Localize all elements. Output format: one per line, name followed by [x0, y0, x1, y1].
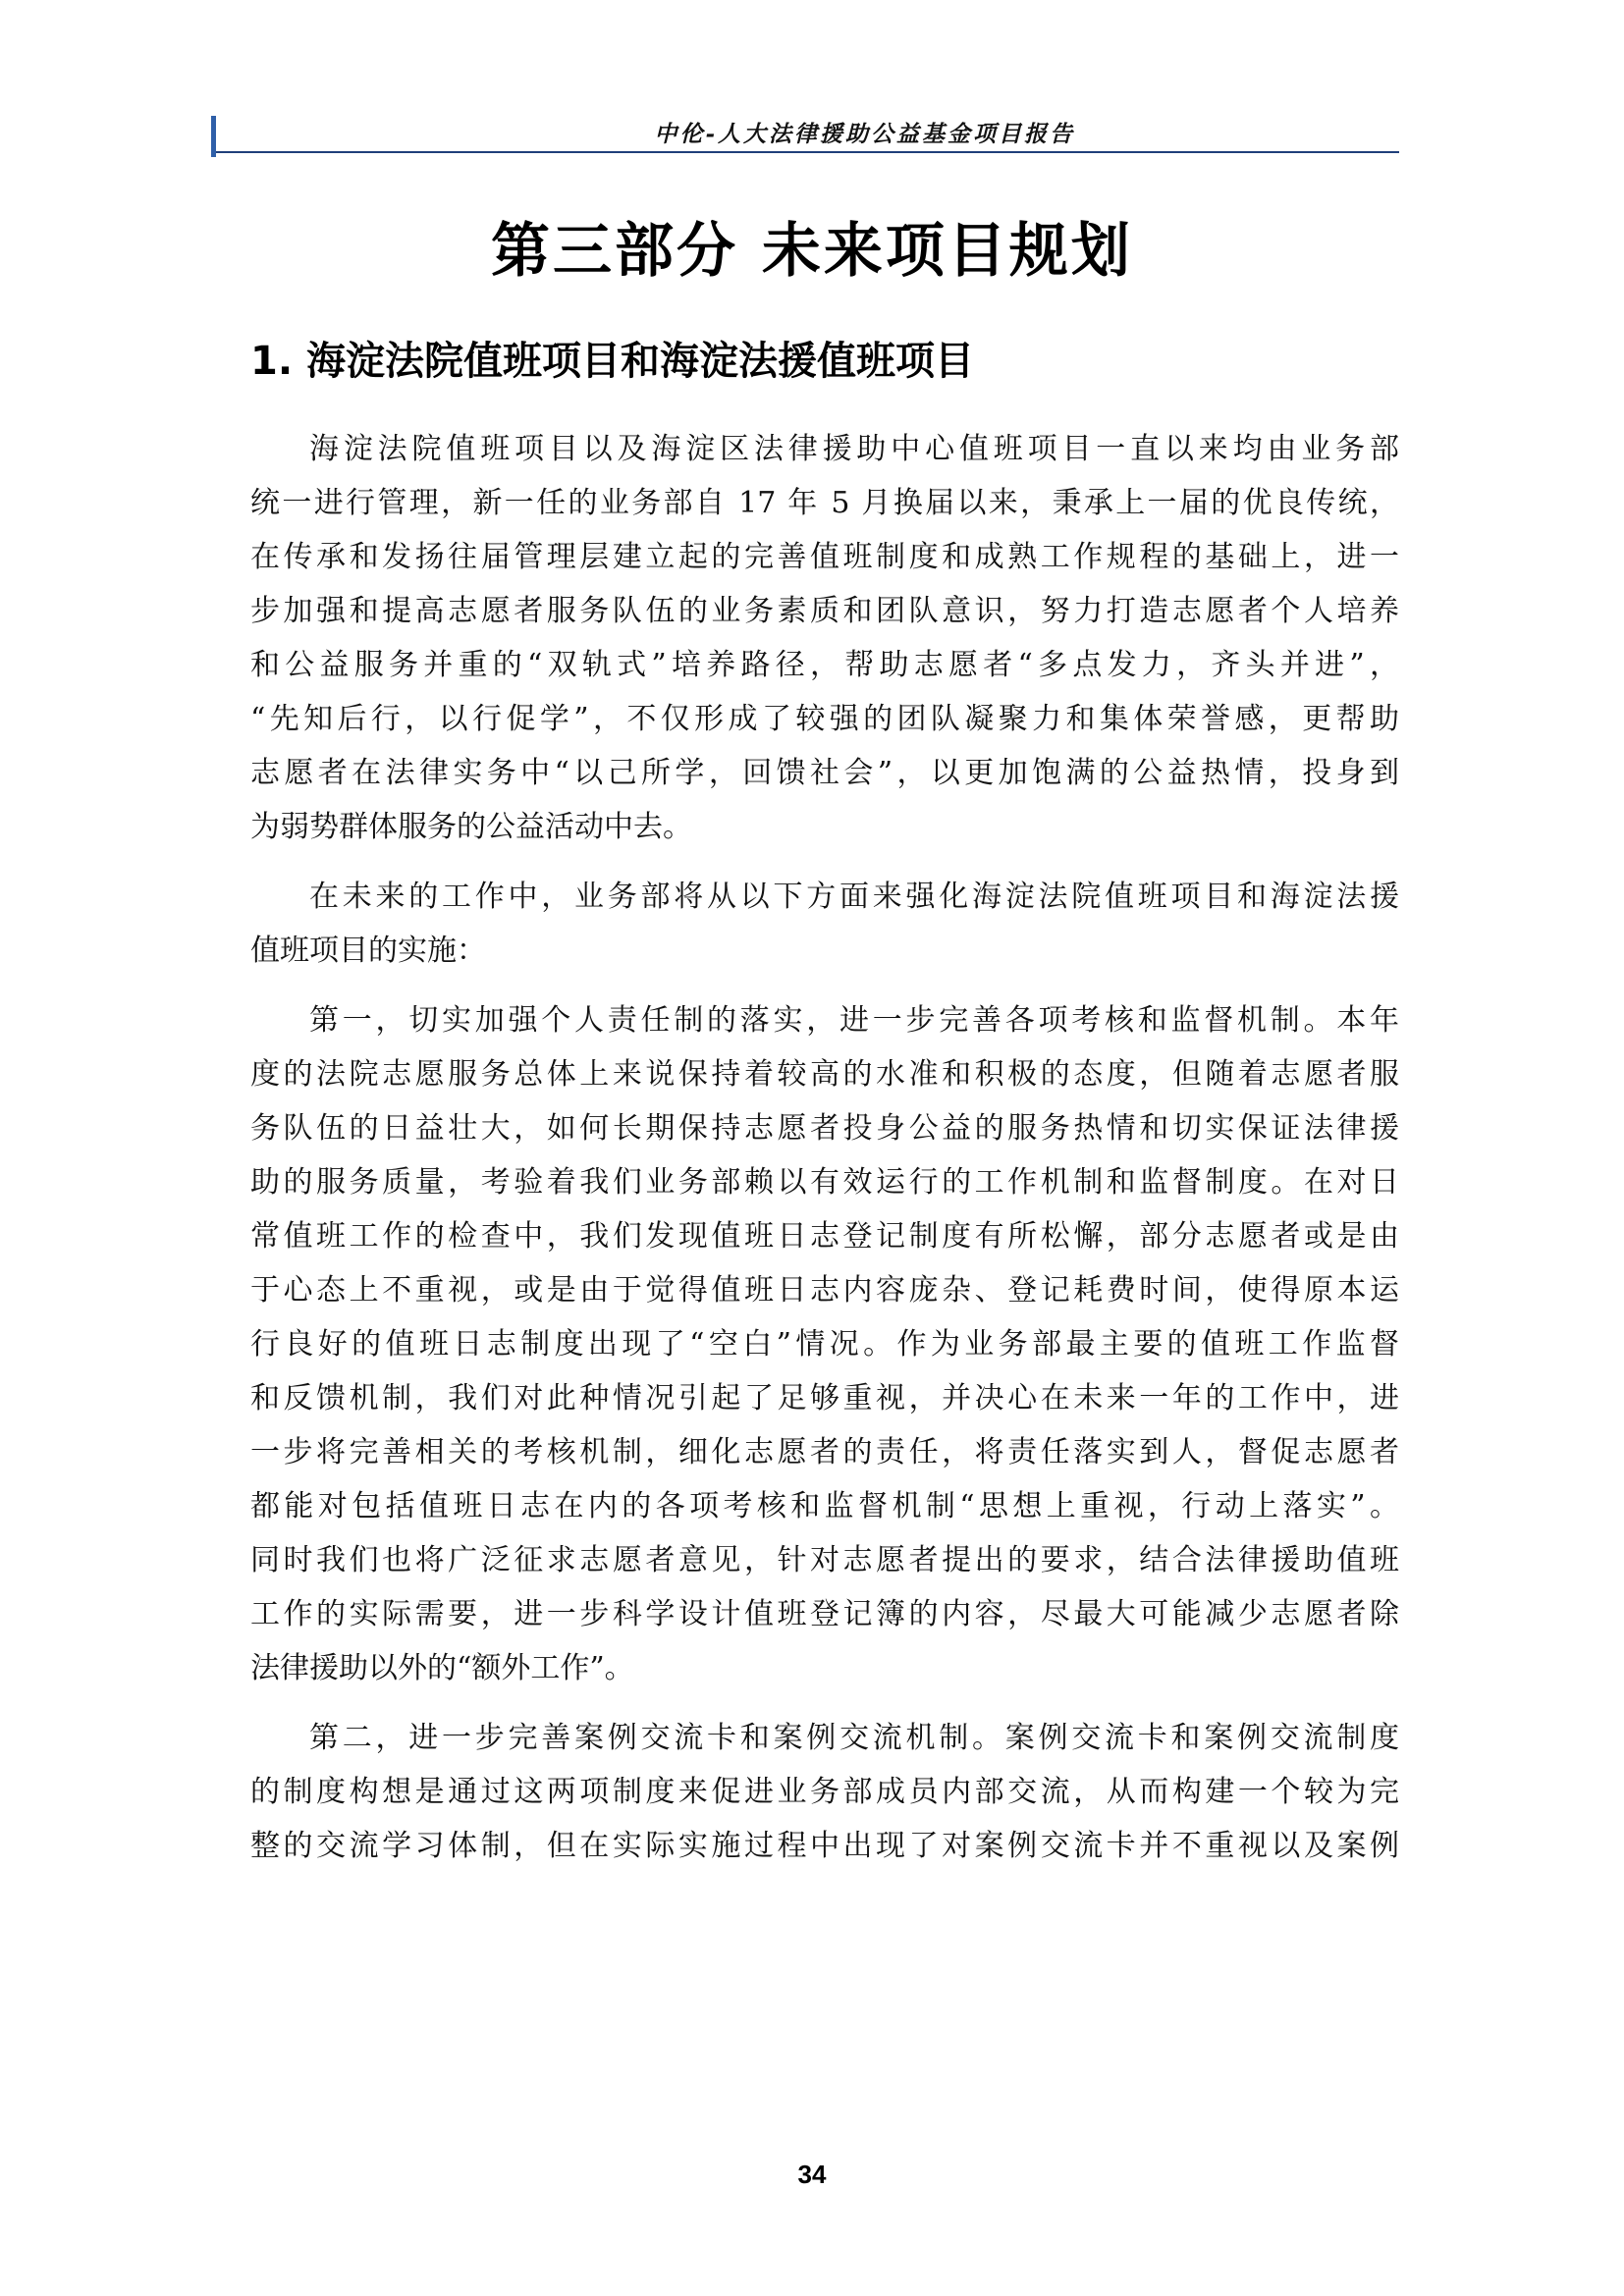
section-heading: 1. 海淀法院值班项目和海淀法援值班项目: [250, 339, 974, 384]
text-line: 行良好的值班日志制度出现了“空白”情况。作为业务部最主要的值班工作监督: [250, 1327, 1399, 1362]
text-line: 常值班工作的检查中，我们发现值班日志登记制度有所松懈，部分志愿者或是由: [250, 1219, 1399, 1254]
text-line: 在未来的工作中，业务部将从以下方面来强化海淀法院值班项目和海淀法援: [309, 880, 1399, 914]
paragraph-1: [250, 422, 1399, 854]
text-line: 的制度构想是通过这两项制度来促进业务部成员内部交流，从而构建一个较为完: [250, 1775, 1399, 1809]
text-line: 一步将完善相关的考核机制，细化志愿者的责任，将责任落实到人，督促志愿者: [250, 1435, 1399, 1469]
text-line: “先知后行，以行促学”，不仅形成了较强的团队凝聚力和集体荣誉感，更帮助: [250, 702, 1399, 736]
text-line: 统一进行管理，新一任的业务部自 17 年 5 月换届以来，秉承上一届的优良传统，: [250, 486, 1399, 520]
body-text: [250, 422, 1399, 1873]
part-title: 第三部分 未来项目规划: [491, 217, 1133, 286]
text-line: 整的交流学习体制，但在实际实施过程中出现了对案例交流卡并不重视以及案例: [250, 1829, 1399, 1863]
text-line: 第二，进一步完善案例交流卡和案例交流机制。案例交流卡和案例交流制度: [309, 1721, 1399, 1755]
text-line: 务队伍的日益壮大，如何长期保持志愿者投身公益的服务热情和切实保证法律援: [250, 1111, 1399, 1146]
text-line: 助的服务质量，考验着我们业务部赖以有效运行的工作机制和监督制度。在对日: [250, 1165, 1399, 1200]
text-line: 志愿者在法律实务中“以己所学，回馈社会”，以更加饱满的公益热情，投身到: [250, 756, 1399, 790]
text-line: 和公益服务并重的“双轨式”培养路径，帮助志愿者“多点发力，齐头并进”，: [250, 648, 1399, 682]
text-line: 在传承和发扬往届管理层建立起的完善值班制度和成熟工作规程的基础上，进一: [250, 540, 1399, 574]
text-line: 为弱势群体服务的公益活动中去。: [250, 810, 692, 844]
text-line: 工作的实际需要，进一步科学设计值班登记簿的内容，尽最大可能减少志愿者除: [250, 1597, 1399, 1631]
text-line: 同时我们也将广泛征求志愿者意见，针对志愿者提出的要求，结合法律援助值班: [250, 1543, 1399, 1577]
text-line: 第一，切实加强个人责任制的落实，进一步完善各项考核和监督机制。本年: [309, 1003, 1399, 1038]
text-line: 海淀法院值班项目以及海淀区法律援助中心值班项目一直以来均由业务部: [309, 432, 1399, 466]
paragraph-4: [250, 1711, 1399, 1873]
paragraph-gap: [250, 978, 1399, 993]
header-title: 中伦-人大法律援助公益基金项目报告: [654, 121, 1075, 147]
text-line: 都能对包括值班日志在内的各项考核和监督机制“思想上重视，行动上落实”。: [250, 1489, 1399, 1523]
text-line: 于心态上不重视，或是由于觉得值班日志内容庞杂、登记耗费时间，使得原本运: [250, 1273, 1399, 1308]
text-line: 和反馈机制，我们对此种情况引起了足够重视，并决心在未来一年的工作中，进: [250, 1381, 1399, 1415]
text-line: 步加强和提高志愿者服务队伍的业务素质和团队意识，努力打造志愿者个人培养: [250, 594, 1399, 628]
header-accent-bar: [211, 116, 216, 157]
paragraph-3: [250, 993, 1399, 1695]
paragraph-gap: [250, 854, 1399, 870]
text-line: 法律援助以外的“额外工作”。: [250, 1651, 634, 1685]
text-line: 度的法院志愿服务总体上来说保持着较高的水准和积极的态度，但随着志愿者服: [250, 1057, 1399, 1092]
page-header: [211, 110, 1399, 153]
page-number: 34: [797, 2160, 827, 2189]
text-line: 值班项目的实施：: [250, 934, 486, 968]
paragraph-gap: [250, 1695, 1399, 1711]
paragraph-2: [250, 870, 1399, 978]
